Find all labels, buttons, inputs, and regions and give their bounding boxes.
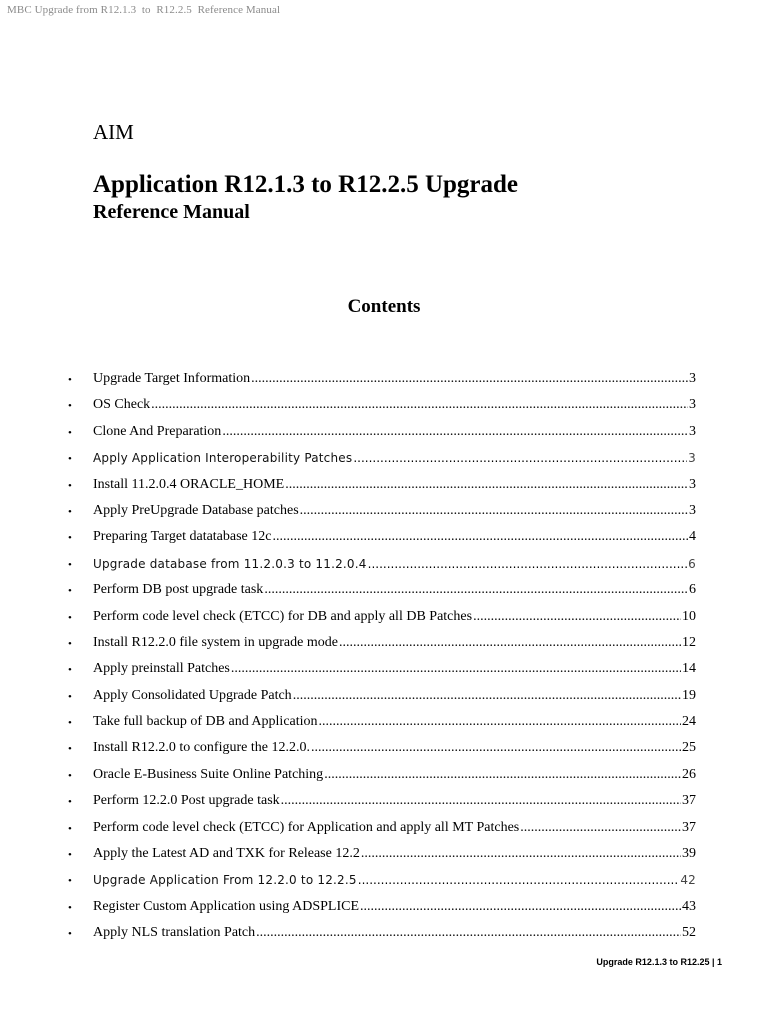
toc-entry[interactable] [0,421,768,447]
toc-entry-title[interactable]: Register Custom Application using ADSPLICE [93,898,360,914]
toc-entry[interactable] [0,790,768,816]
bullet-icon: • [68,849,72,862]
toc-entry-title[interactable]: Install 11.2.0.4 ORACLE_HOME [93,476,285,492]
dot-leader [264,579,688,601]
toc-entry-title[interactable]: Apply PreUpgrade Database patches [93,502,299,518]
toc-page-number: 26 [682,766,696,782]
toc-line [93,421,696,443]
toc-page-number: 43 [682,898,696,914]
dot-leader [251,368,688,390]
toc-entry-title[interactable]: OS Check [93,397,151,413]
toc-entry[interactable] [0,896,768,922]
bullet-icon: • [68,796,72,809]
dot-leader [285,474,688,496]
toc-entry[interactable] [0,579,768,605]
toc-line [93,790,696,812]
toc-entry[interactable] [0,658,768,684]
dot-leader [520,817,681,839]
toc-page-number: 3 [689,423,696,439]
toc-line [93,737,696,759]
toc-entry-title[interactable]: Apply preinstall Patches [93,661,230,677]
toc-entry-title[interactable]: Perform code level check (ETCC) for DB and apply all DB Patches [93,608,473,624]
toc-page-number: 3 [689,476,696,492]
toc-line [93,922,696,944]
bullet-icon: • [68,875,72,888]
toc-entry-title[interactable]: Upgrade database from 11.2.0.3 to 11.2.0.4 [93,556,367,571]
toc-page-number: 3 [689,397,696,413]
bullet-icon: • [68,664,72,677]
toc-entry[interactable] [0,553,768,579]
toc-line [93,658,696,680]
dot-leader [353,447,687,469]
dot-leader [311,737,681,759]
bullet-icon: • [68,690,72,703]
toc-entry[interactable] [0,474,768,500]
toc-line [93,764,696,786]
toc-line [93,368,696,390]
bullet-icon: • [68,611,72,624]
dot-leader [324,764,681,786]
toc-line [93,394,696,416]
toc-line [93,817,696,839]
methodology-label: AIM [93,120,134,144]
page-footer: Upgrade R12.1.3 to R12.25 | 1 [596,957,722,967]
document-subtitle: Reference Manual [93,201,250,223]
toc-entry-title[interactable]: Apply NLS translation Patch [93,925,256,941]
toc-entry-title[interactable]: Upgrade Application From 12.2.0 to 12.2.5 [93,873,357,888]
toc-line [93,474,696,496]
bullet-icon: • [68,400,72,413]
dot-leader [256,922,681,944]
dot-leader [151,394,688,416]
toc-entry-title[interactable]: Install R12.2.0 to configure the 12.2.0. [93,740,310,756]
toc-line [93,447,696,469]
toc-entry-title[interactable]: Apply Consolidated Upgrade Patch [93,687,292,703]
toc-page-number: 37 [682,793,696,809]
dot-leader [358,869,680,891]
dot-leader [319,711,681,733]
toc-entry-title[interactable]: Perform DB post upgrade task [93,582,264,598]
toc-entry[interactable] [0,606,768,632]
dot-leader [368,553,688,575]
toc-page-number: 3 [689,371,696,386]
toc-entry[interactable] [0,922,768,948]
toc-entry-title[interactable]: Oracle E-Business Suite Online Patching [93,766,324,782]
table-of-contents [0,368,768,949]
dot-leader [293,685,681,707]
bullet-icon: • [68,637,72,650]
toc-line [93,685,696,707]
toc-entry-title[interactable]: Install R12.2.0 file system in upgrade mode [93,634,338,650]
toc-entry[interactable] [0,368,768,394]
bullet-icon: • [68,558,72,571]
toc-line [93,553,696,575]
bullet-icon: • [68,901,72,914]
toc-page-number: 14 [682,661,696,677]
toc-page-number: 37 [682,819,696,835]
toc-page-number: 19 [682,687,696,703]
toc-entry[interactable] [0,500,768,526]
toc-page-number: 24 [682,714,696,730]
toc-line [93,526,696,548]
toc-line [93,843,696,865]
toc-entry-title[interactable]: Perform 12.2.0 Post upgrade task [93,793,280,809]
dot-leader [300,500,688,522]
toc-page-number: 10 [682,608,696,624]
toc-page-number: 25 [682,740,696,756]
toc-entry-title[interactable]: Preparing Target datatabase 12c [93,529,272,545]
toc-entry[interactable] [0,737,768,763]
bullet-icon: • [68,453,72,466]
toc-page-number: 12 [682,634,696,650]
toc-page-number: 4 [689,529,696,545]
toc-entry[interactable] [0,711,768,737]
toc-line [93,606,696,628]
toc-entry[interactable] [0,632,768,658]
bullet-icon: • [68,822,72,835]
bullet-icon: • [68,585,72,598]
toc-entry-title[interactable]: Perform code level check (ETCC) for Application and apply all MT Patches [93,819,520,835]
dot-leader [231,658,681,680]
toc-entry[interactable] [0,764,768,790]
toc-line [93,711,696,733]
toc-entry-title[interactable]: Apply the Latest AD and TXK for Release 12.2 [93,846,360,862]
toc-line [93,632,696,654]
bullet-icon: • [68,505,72,518]
bullet-icon: • [68,717,72,730]
toc-page-number: 3 [688,451,696,466]
toc-page-number: 42 [680,873,696,888]
toc-entry[interactable] [0,685,768,711]
document-title: Application R12.1.3 to R12.2.5 Upgrade [93,171,519,198]
toc-entry-title[interactable]: Take full backup of DB and Application [93,714,318,730]
dot-leader [361,843,681,865]
dot-leader [473,606,681,628]
contents-heading: Contents [347,296,421,317]
dot-leader [273,526,689,548]
dot-leader [222,421,688,443]
bullet-icon: • [68,479,72,492]
toc-entry[interactable] [0,447,768,473]
toc-line [93,500,696,522]
toc-entry-title[interactable]: Clone And Preparation [93,423,222,439]
toc-line [93,579,696,601]
toc-line [93,869,696,891]
toc-page-number: 6 [688,556,696,571]
toc-entry[interactable] [0,394,768,420]
bullet-icon: • [68,928,72,941]
toc-entry[interactable] [0,843,768,869]
bullet-icon: • [68,532,72,545]
toc-page-number: 52 [682,925,696,941]
toc-entry-title[interactable]: Upgrade Target Information [93,371,251,386]
toc-page-number: 3 [689,502,696,518]
bullet-icon: • [68,374,72,386]
toc-page-number: 6 [689,582,696,598]
toc-entry[interactable] [0,869,768,895]
toc-page-number: 39 [682,846,696,862]
toc-entry[interactable] [0,817,768,843]
dot-leader [281,790,681,812]
bullet-icon: • [68,743,72,756]
bullet-icon: • [68,426,72,439]
toc-entry[interactable] [0,526,768,552]
bullet-icon: • [68,769,72,782]
toc-line [93,896,696,918]
toc-entry-title[interactable]: Apply Application Interoperability Patches [93,451,353,466]
dot-leader [360,896,681,918]
dot-leader [339,632,681,654]
running-header: MBC Upgrade from R12.1.3 to R12.2.5 Reference Manual [7,4,281,16]
